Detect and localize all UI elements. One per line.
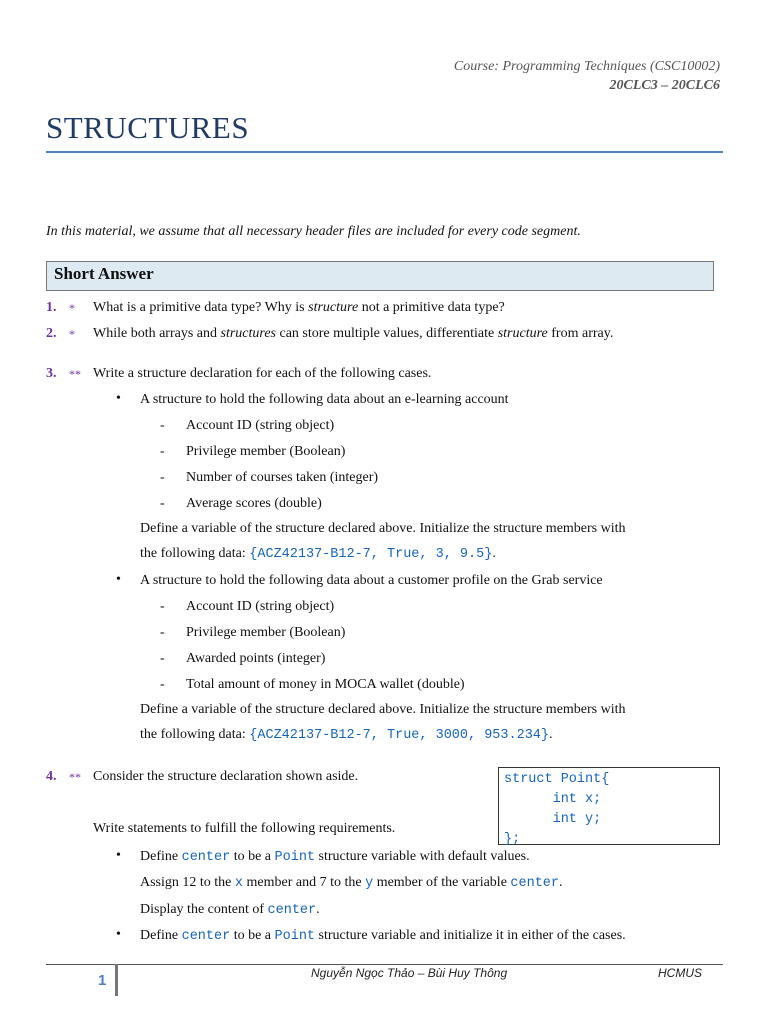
question-text: While both arrays and structures can store multiple values, differentiate structure from array. (93, 326, 614, 341)
question-number: 1. (46, 300, 57, 315)
code-block (498, 767, 720, 845)
footer-school: HCMUS (658, 966, 702, 980)
define-instruction: Define a variable of the structure declared above. Initialize the structure members with (140, 702, 626, 717)
bullet-icon: • (116, 927, 121, 942)
code-line: int x; (504, 792, 602, 807)
question-text: What is a primitive data type? Why is structure not a primitive data type? (93, 300, 505, 315)
question-number: 2. (46, 326, 57, 341)
code-line: }; (504, 832, 521, 847)
difficulty-stars: * (69, 301, 75, 315)
initial-data-line: the following data: {ACZ42137-B12-7, True, 3, 9.5}. (140, 546, 496, 562)
question-number: 3. (46, 366, 57, 381)
section-heading-box (46, 261, 714, 291)
intro-note: In this material, we assume that all necessary header files are included for every code segment. (46, 224, 581, 239)
bullet-icon: • (116, 572, 121, 587)
title-divider (46, 151, 723, 153)
course-name: Course: Programming Techniques (CSC10002) (453, 59, 720, 74)
footer-authors: Nguyễn Ngọc Thảo – Bùi Huy Thông (311, 966, 508, 980)
question-text: Consider the structure declaration shown aside. (93, 769, 359, 784)
difficulty-stars: ** (69, 770, 81, 784)
code-line: int y; (504, 812, 602, 827)
write-instruction: Write statements to fulfill the following requirements. (93, 821, 396, 836)
footer-divider (46, 964, 723, 965)
bullet-icon: • (116, 848, 121, 863)
initial-data-line: the following data: {ACZ42137-B12-7, True, 3000, 953.234}. (140, 727, 553, 743)
question-number: 4. (46, 769, 57, 784)
define-instruction: Define a variable of the structure declared above. Initialize the structure members with (140, 521, 626, 536)
course-header (454, 57, 720, 95)
difficulty-stars: * (69, 327, 75, 341)
section-heading: Short Answer (54, 264, 154, 283)
display-instruction: Display the content of center. (140, 902, 320, 918)
question-text: Write a structure declaration for each of the following cases. (93, 366, 432, 381)
code-line: struct Point{ (504, 772, 610, 787)
page-number: 1 (98, 972, 107, 989)
bullet-icon: • (116, 391, 121, 406)
initial-data-code: {ACZ42137-B12-7, True, 3000, 953.234} (249, 728, 550, 743)
difficulty-stars: ** (69, 367, 81, 381)
class-codes: 20CLC3 – 20CLC6 (609, 78, 720, 93)
footer-separator (115, 964, 118, 996)
page-title: STRUCTURES (46, 110, 250, 145)
assign-instruction: Assign 12 to the x member and 7 to the y member of the variable center. (140, 875, 563, 891)
initial-data-code: {ACZ42137-B12-7, True, 3, 9.5} (249, 547, 493, 562)
